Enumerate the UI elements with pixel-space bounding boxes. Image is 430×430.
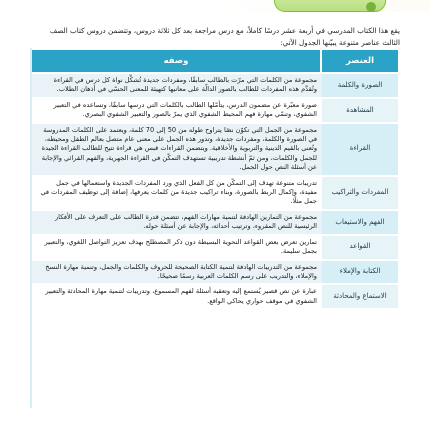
row-description: مجموعة من التدريبات الهادفة لتنمية الكتابة الصحيحة للحروف والكلمات والجمل، وتنمية مهارة النسخ والإملاء، والتدريب على رسم الكلمات العربية رسمًا صحيحًا. — [32, 261, 322, 284]
badge-bullet-icon — [366, 2, 376, 12]
table-row — [32, 74, 400, 97]
elements-table — [32, 48, 400, 310]
row-element: المشاهدة — [322, 99, 400, 122]
header-element: العنصر — [322, 50, 400, 72]
table-row — [32, 99, 400, 122]
row-description: عبارة عن نص قصير يُستمع إليه وتعقبه أسئلة لفهم المسموع، وتدريبات لتنمية مهارة المحادثة والتعبير الشفوي في موقف حواري يحاكي الواقع. — [32, 285, 322, 308]
intro-paragraph: يقع هذا الكتاب المدرسي في أربعة عشر درسًا كاملاً، مع درس مراجعة بعد كل ثلاثة دروس، وتتضمن دروس كتاب الصف الثالث عناصر متنوعة يبيّنها الجدول الآتي: — [49, 26, 400, 48]
table-row — [32, 124, 400, 175]
row-description: مجموعة من الكلمات التي مرّت بالطالب سابقًا، ومفردات جديدة تُشكِّل نواة كل درس في القراءة وتُقدَّم هذه المفردات للطالب بالصور الدالّة على معانيها كتهيئة للمعنى الحسّي في أذهان الطلاب. — [32, 74, 322, 97]
row-element: القواعد — [322, 236, 400, 259]
row-description: تمارين تعرض بعض القواعد النحوية البسيطة دون ذكر المصطلح بهدف تعزيز التواصل اللغوي، والتعبير بجمل سليمة. — [32, 236, 322, 259]
table-row — [32, 236, 400, 259]
table-row — [32, 211, 400, 234]
row-description: تدريبات متنوعة تهدف إلى التمكّن من كل الفعل الذي ورد المفردات الجديدة واستعمالها في جمل مفيدة، وإكمال الربط بالصورة، وبناء تراكيب جديدة من كلمات يعرفها، إضافة إلى توظيف المفردات في جمل مثلًا. — [32, 177, 322, 209]
table-header-row — [32, 50, 400, 72]
table-row — [32, 285, 400, 308]
row-description: مجموعة من التمارين الهادفة لتنمية مهارات الفهم، تتضمن قدرة الطالب على التعرف على الأفكار الرئيسية للنص المقروء، وترتيب أحداثه، والإجابة عن أسئلة حوله. — [32, 211, 322, 234]
row-element: المفردات والتراكيب — [322, 177, 400, 209]
row-element: الكتابة والإملاء — [322, 261, 400, 284]
row-element: الفهم والاستيعاب — [322, 211, 400, 234]
row-description: صورة معبّرة عن مضمون الدرس، يتأمّلها الطالب بالكلمات التي درسها سابقًا، وتساعده في التعبير الشفوي، وتنمّي مهارة فهم المحيط الشفوي الذي يمرّ بالصور والتعبير الشفوي البصري. — [32, 99, 322, 122]
table-row — [32, 177, 400, 209]
row-element: القراءة — [322, 124, 400, 175]
row-element: الصورة والكلمة — [322, 74, 400, 97]
row-element: الاستماع والمحادثة — [322, 285, 400, 308]
table-row — [32, 261, 400, 284]
header-description: وصفه — [32, 50, 322, 72]
row-description: مجموعة من الجمل التي تكوّن نصًا يتراوح طوله من 50 إلى 70 كلمة، ويعتمد على الكلمات المدروسة في الصورة والكلمة، ومفردات جديدة، وتدور هذه الجمل على معنى عام متصل بعالم الطفل ومحيطه، وتُعنى بالقيم الدينية والتربوية والأخلاقية. ويتضمن القراءات قبس هي قراءة تتيح للطالب القراءة الجيدة للجمل والكلمات، ومن ثمّ أنشطة تدريبية تستهدف التمكّن في القراءة الجهرية، والفهم القرائي والإجابة عن أسئلة النص حول الجمل. — [32, 124, 322, 175]
